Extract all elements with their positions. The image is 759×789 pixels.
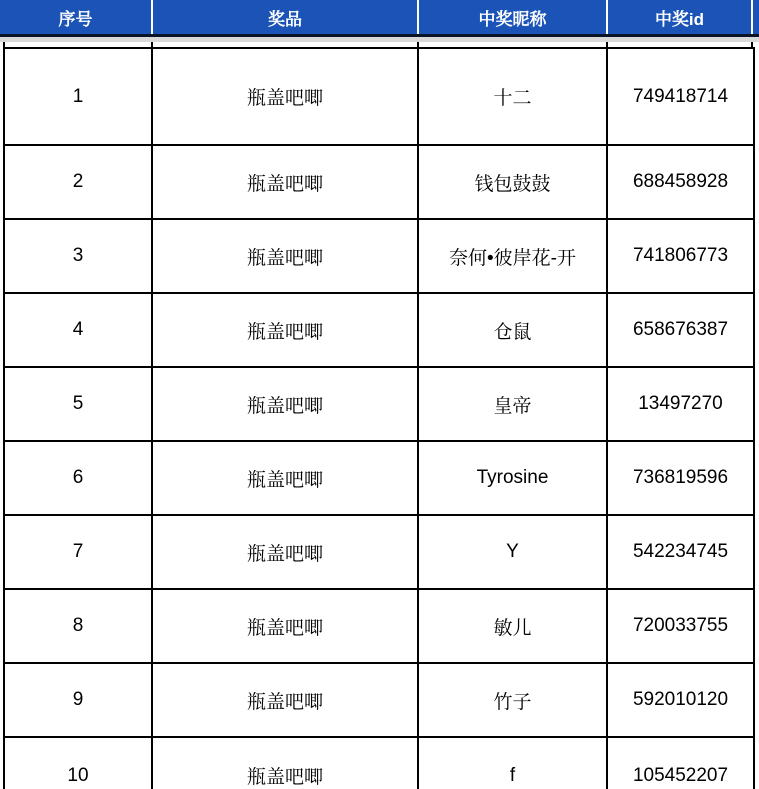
table-body [4, 48, 754, 789]
cell-prize[interactable]: 瓶盖吧唧 [152, 589, 418, 663]
header-col-nickname[interactable]: 中奖昵称 [417, 0, 606, 34]
table-row [4, 663, 754, 737]
cell-nickname[interactable]: Y [418, 515, 607, 589]
header-col-seq[interactable]: 序号 [58, 9, 93, 29]
cell-id[interactable]: 658676387 [607, 293, 754, 367]
prize-table [3, 47, 755, 789]
cell-seq[interactable]: 9 [4, 663, 152, 737]
header-filler [751, 0, 759, 34]
clipped-row-sliver [3, 42, 753, 47]
cell-seq[interactable]: 2 [4, 145, 152, 219]
cell-seq[interactable]: 1 [4, 48, 152, 145]
cell-nickname[interactable]: 钱包鼓鼓 [418, 145, 607, 219]
header-col-prize[interactable]: 奖品 [151, 0, 417, 34]
clipped-cell [3, 42, 151, 47]
cell-prize[interactable]: 瓶盖吧唧 [152, 219, 418, 293]
cell-prize[interactable]: 瓶盖吧唧 [152, 663, 418, 737]
cell-id[interactable]: 736819596 [607, 441, 754, 515]
cell-id[interactable]: 749418714 [607, 48, 754, 145]
cell-prize[interactable]: 瓶盖吧唧 [152, 367, 418, 441]
cell-id[interactable]: 13497270 [607, 367, 754, 441]
cell-seq[interactable]: 3 [4, 219, 152, 293]
table-row [4, 589, 754, 663]
cell-prize[interactable]: 瓶盖吧唧 [152, 441, 418, 515]
cell-id[interactable]: 741806773 [607, 219, 754, 293]
cell-nickname[interactable]: 竹子 [418, 663, 607, 737]
cell-id[interactable]: 592010120 [607, 663, 754, 737]
cell-nickname[interactable]: 皇帝 [418, 367, 607, 441]
cell-prize[interactable]: 瓶盖吧唧 [152, 737, 418, 789]
cell-seq[interactable]: 8 [4, 589, 152, 663]
cell-nickname[interactable]: 仓鼠 [418, 293, 607, 367]
cell-prize[interactable]: 瓶盖吧唧 [152, 515, 418, 589]
table-row [4, 48, 754, 145]
cell-id[interactable]: 542234745 [607, 515, 754, 589]
cell-prize[interactable]: 瓶盖吧唧 [152, 293, 418, 367]
cell-prize[interactable]: 瓶盖吧唧 [152, 145, 418, 219]
cell-prize[interactable]: 瓶盖吧唧 [152, 48, 418, 145]
cell-seq[interactable]: 10 [4, 737, 152, 789]
table-row [4, 293, 754, 367]
cell-nickname[interactable]: 敏儿 [418, 589, 607, 663]
cell-seq[interactable]: 4 [4, 293, 152, 367]
cell-nickname[interactable]: 奈何•彼岸花-开 [418, 219, 607, 293]
header-col-id[interactable]: 中奖id [606, 0, 751, 34]
cell-id[interactable]: 720033755 [607, 589, 754, 663]
table-row [4, 145, 754, 219]
table-header-row [0, 0, 759, 37]
cell-id[interactable]: 688458928 [607, 145, 754, 219]
table-row [4, 441, 754, 515]
cell-id[interactable]: 105452207 [607, 737, 754, 789]
table-row [4, 515, 754, 589]
cell-seq[interactable]: 5 [4, 367, 152, 441]
cell-nickname[interactable]: f [418, 737, 607, 789]
cell-seq[interactable]: 6 [4, 441, 152, 515]
table-row [4, 367, 754, 441]
clipped-cell [417, 42, 606, 47]
table-row [4, 737, 754, 789]
clipped-cell [606, 42, 753, 47]
table-row [4, 219, 754, 293]
cell-nickname[interactable]: 十二 [418, 48, 607, 145]
cell-nickname[interactable]: Tyrosine [418, 441, 607, 515]
clipped-cell [151, 42, 417, 47]
cell-seq[interactable]: 7 [4, 515, 152, 589]
